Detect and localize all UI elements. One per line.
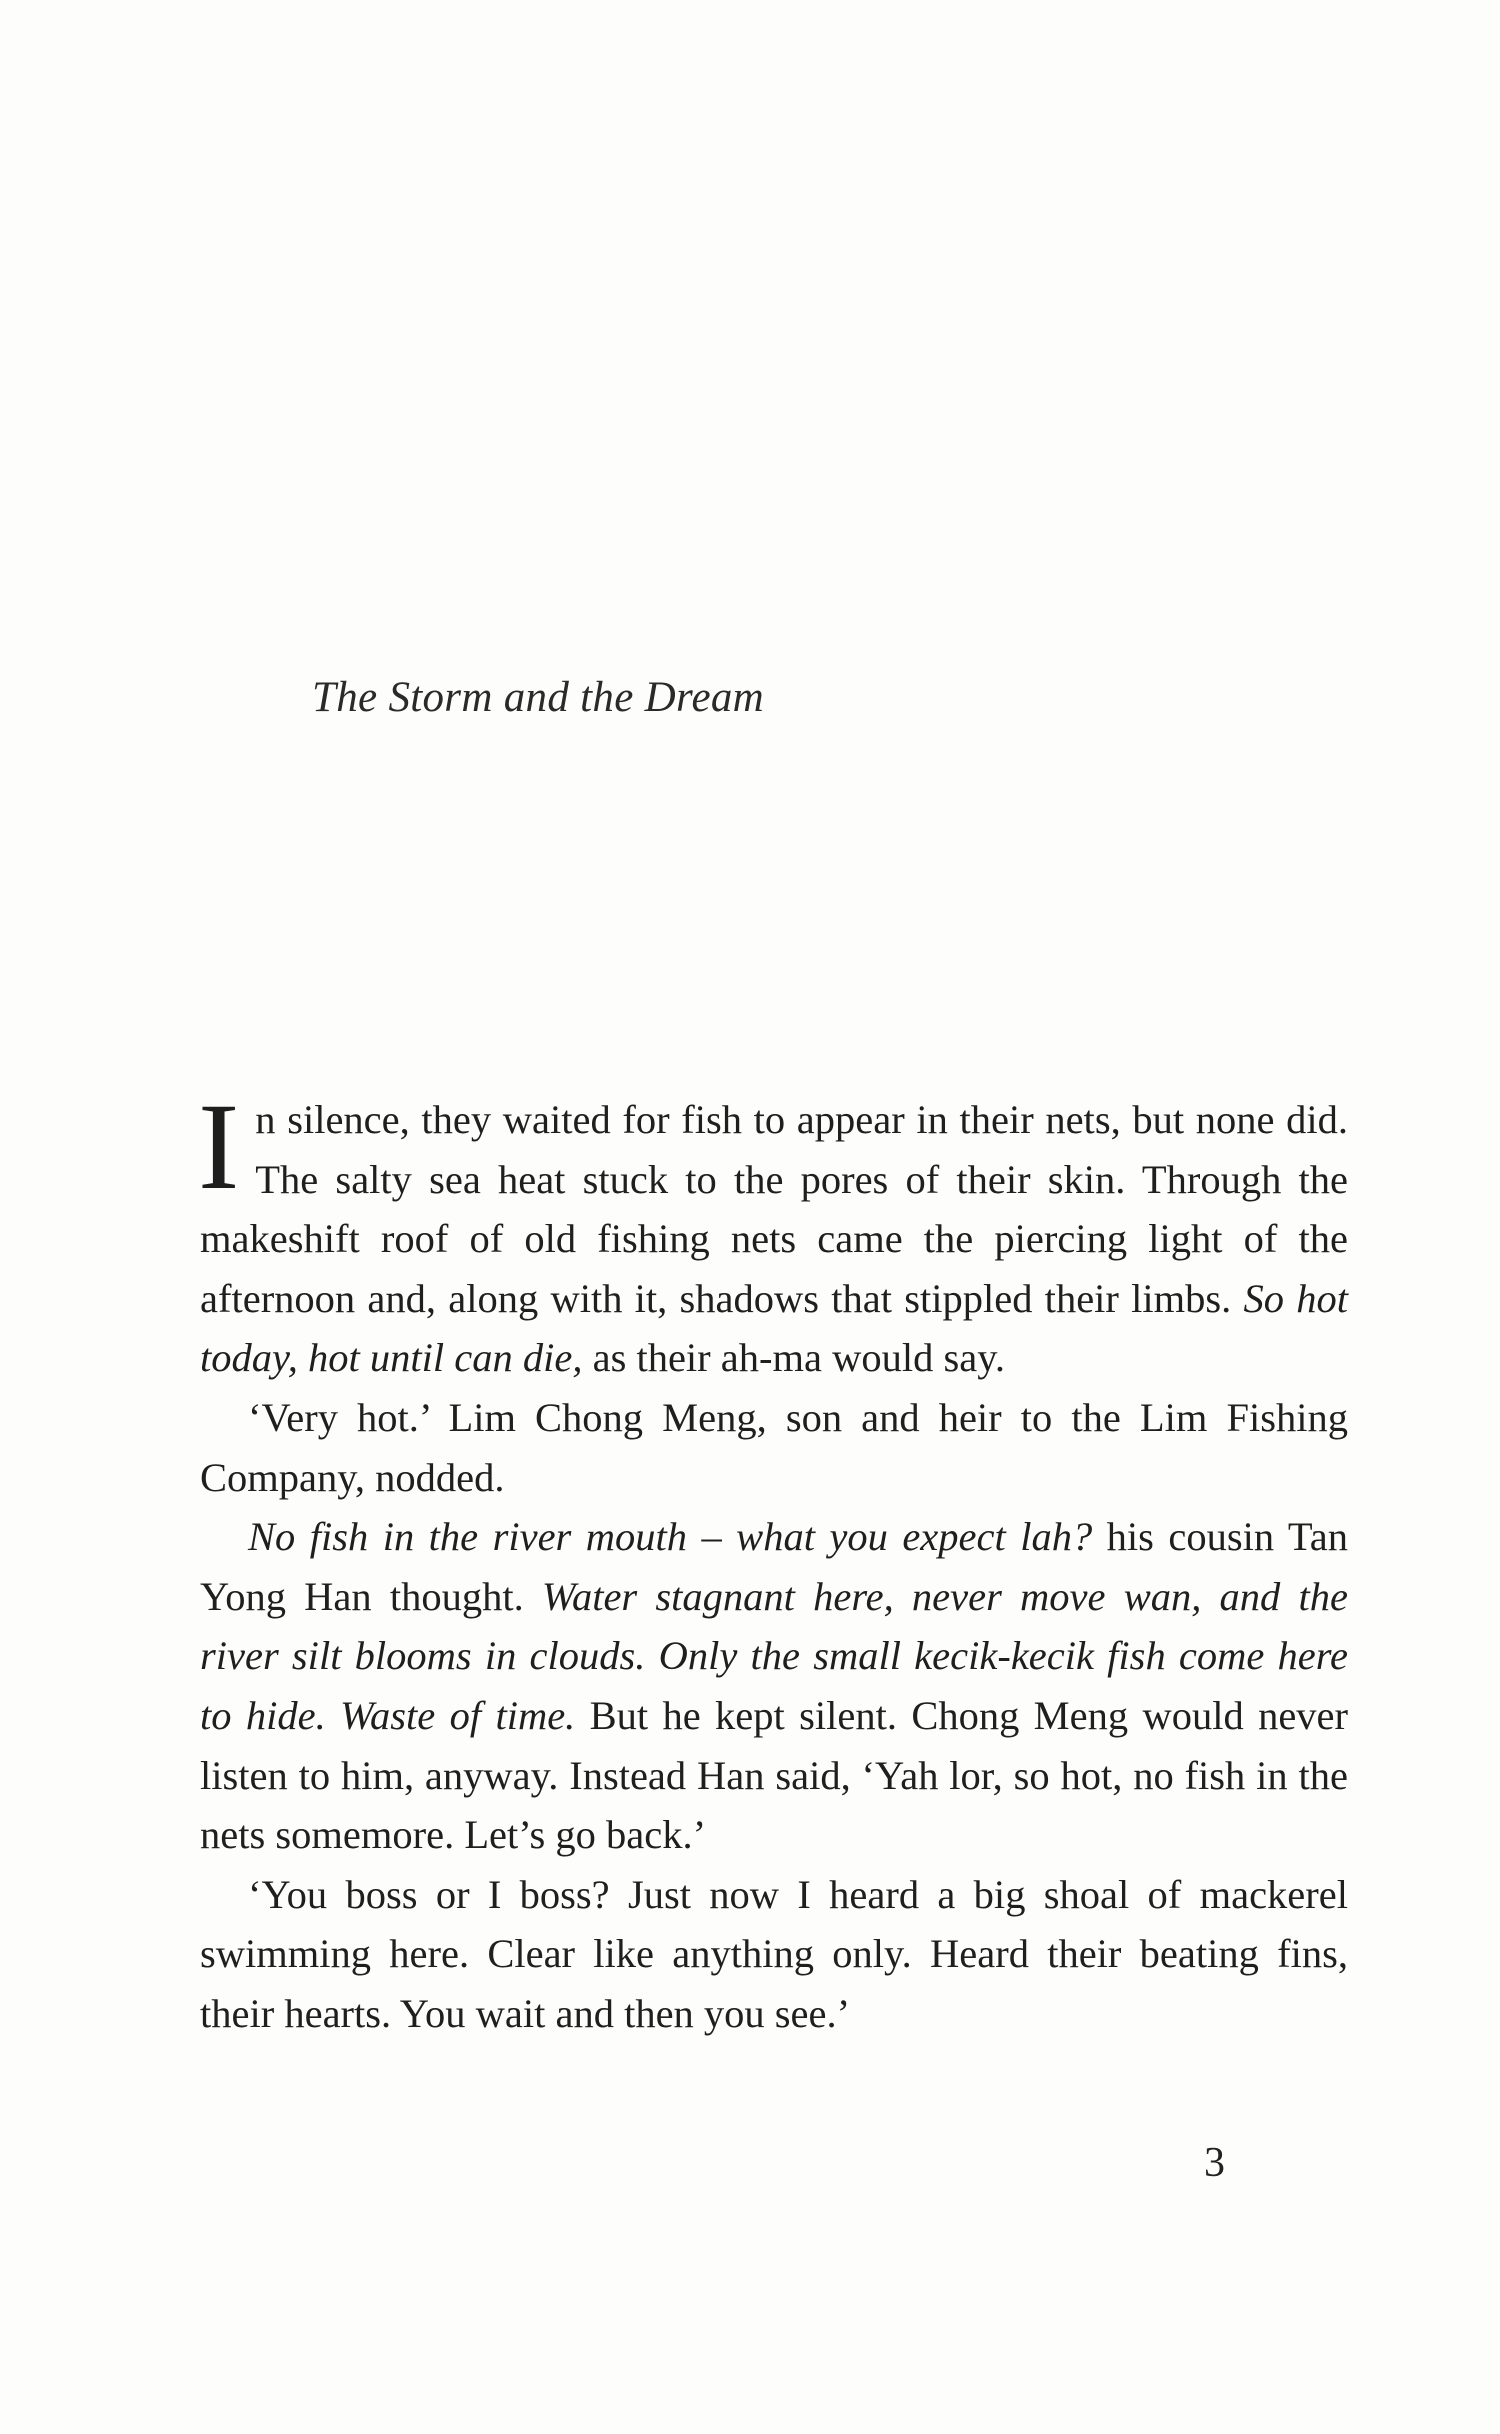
paragraph-1-italic: So hot today, hot until can die, — [200, 1275, 1348, 1381]
page-number: 3 — [1204, 2140, 1225, 2186]
paragraph-1 — [198, 1078, 1348, 1388]
paragraph-1-text-b: as their ah-ma would say. — [582, 1335, 1005, 1381]
body-text — [198, 1078, 1349, 2044]
paragraph-3 — [200, 1507, 1348, 1865]
paragraph-2-text: ‘Very hot.’ Lim Chong Meng, son and heir to the Lim Fishing Company, nodded. — [200, 1394, 1348, 1500]
paragraph-3-italic-b: Water stagnant here, never move wan, and the river silt blooms in clouds. Only the small kecik-kecik fish come here to hide. Waste of time. — [200, 1573, 1348, 1738]
paragraph-3-italic-a: No fish in the river mouth – what you expect lah? — [248, 1514, 1093, 1560]
paragraph-3-text-b: But he kept silent. Chong Meng would never listen to him, anyway. Instead Han said, ‘Yah lor, so hot, no fish in the nets somemore. Let’s go back.’ — [200, 1692, 1349, 1858]
paragraph-3-text-a: his cousin Tan Yong Han thought. — [200, 1514, 1348, 1619]
chapter-title: The Storm and the Dream — [312, 674, 764, 721]
paragraph-1-text-a: n silence, they waited for fish to appear in their nets, but none did. The salty sea heat stuck to the pores of their skin. Through the makeshift roof of old fishing nets came the piercing light of the afternoon and, along with it, shadows that stippled their limbs. — [200, 1097, 1348, 1321]
paragraph-4-text: ‘You boss or I boss? Just now I heard a big shoal of mackerel swimming here. Clear like anything only. Heard their beating fins, their hearts. You wait and then you see.’ — [200, 1871, 1348, 2036]
paragraph-2 — [200, 1388, 1348, 1507]
paragraph-4 — [200, 1865, 1348, 2044]
drop-cap: I — [198, 1078, 240, 1215]
